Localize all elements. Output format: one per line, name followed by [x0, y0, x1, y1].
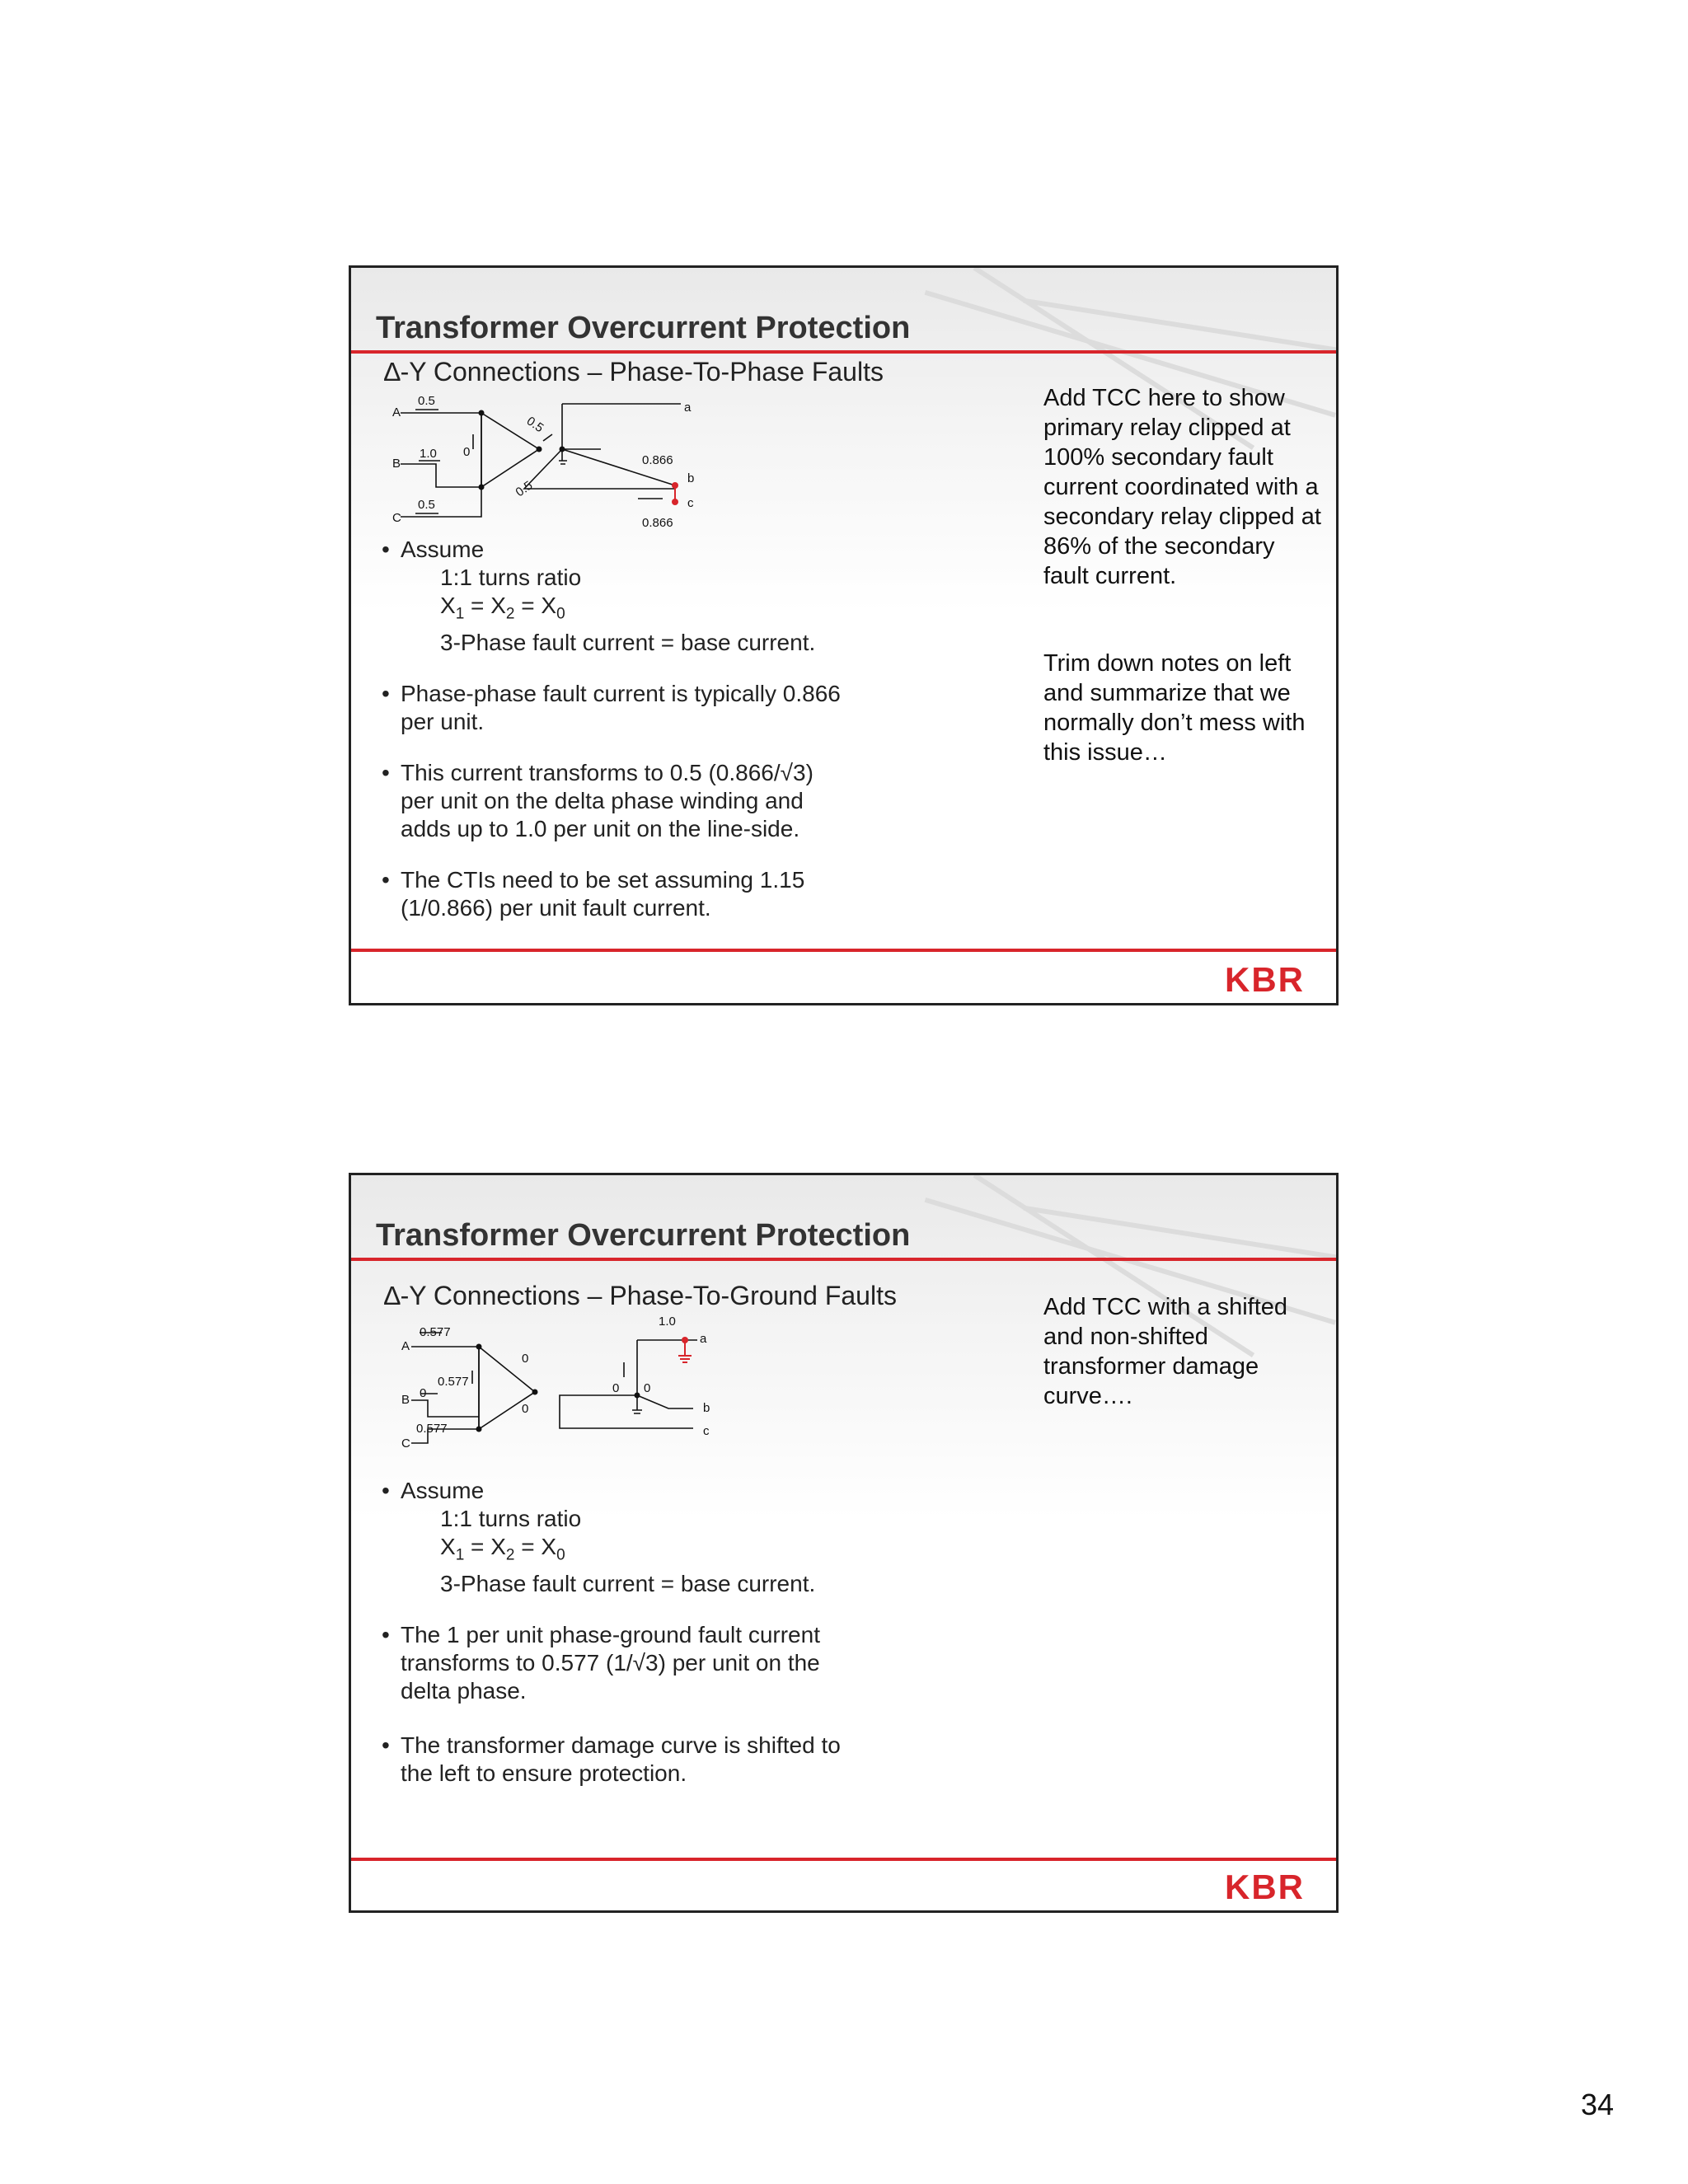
- slide-1: [349, 265, 1339, 1005]
- wye-current-a: 1.0: [659, 1315, 676, 1329]
- bullet-item: [380, 1732, 842, 1788]
- page-number: 34: [1581, 2088, 1615, 2121]
- current-C: 0.577: [416, 1422, 448, 1436]
- label-C: C: [392, 511, 401, 525]
- phase-phase-fault-diagram: [391, 391, 720, 532]
- label-A: A: [401, 1339, 410, 1353]
- footer-rule: [351, 949, 1336, 952]
- note-text: Add TCC here to show primary relay clipped at 100% secondary fault current coordinated with a secondary relay clipped at 86% of the secondary fault current.: [1043, 385, 1321, 589]
- phase-ground-fault-diagram: [396, 1311, 726, 1455]
- assume-item: 3-Phase fault current = base current.: [440, 629, 816, 655]
- assume-item: 3-Phase fault current = base current.: [440, 1570, 816, 1596]
- assume-item: 1:1 turns ratio: [440, 1506, 582, 1531]
- delta-current-left: 0.577: [438, 1375, 469, 1389]
- label-a: a: [700, 1332, 707, 1346]
- label-c: c: [703, 1424, 710, 1438]
- wye-current-b: 0.866: [642, 453, 673, 467]
- label-b: b: [703, 1401, 710, 1415]
- delta-current-bottom: 0: [522, 1402, 529, 1416]
- assume-item: 1:1 turns ratio: [440, 565, 582, 590]
- bullet-dot: •: [382, 1478, 390, 1503]
- bullet-dot: •: [382, 1732, 390, 1758]
- assume-label: Assume: [401, 1478, 485, 1503]
- title-rule: [351, 1258, 1336, 1261]
- bullet-text: The transformer damage curve is shifted to the left to ensure protection.: [401, 1732, 841, 1786]
- title-rule: [351, 350, 1336, 354]
- delta-current-left: 0: [463, 445, 471, 459]
- slide-title: Transformer Overcurrent Protection: [376, 311, 911, 345]
- kbr-logo: KBR: [1225, 1868, 1305, 1906]
- bullet-text: Phase-phase fault current is typically 0.866 per unit.: [401, 680, 841, 734]
- wye-current-c: 0.866: [642, 516, 673, 530]
- bullet-dot: •: [382, 680, 390, 706]
- speaker-notes: [1043, 383, 1324, 825]
- bullet-dot: •: [382, 866, 390, 893]
- delta-current-bottom: 0.5: [513, 478, 536, 500]
- assume-label: Assume: [401, 537, 485, 562]
- bullet-item: [380, 680, 842, 736]
- label-B: B: [392, 457, 401, 471]
- delta-current-top: 0: [522, 1352, 529, 1366]
- label-b: b: [687, 471, 695, 485]
- bullet-list: [380, 536, 842, 945]
- slide-title: Transformer Overcurrent Protection: [376, 1218, 911, 1253]
- impedance-equation: $X_1 = X_2 = X_0$: [440, 1534, 565, 1564]
- note-text: Add TCC with a shifted and non-shifted transformer damage curve….: [1043, 1294, 1288, 1409]
- slide-subtitle: ∆-Y Connections – Phase-To-Phase Faults: [384, 357, 884, 387]
- label-C: C: [401, 1436, 410, 1451]
- bullet-item: [380, 1621, 842, 1705]
- impedance-equation: $X_1 = X_2 = X_0$: [440, 593, 565, 623]
- speaker-notes: [1043, 1292, 1324, 1469]
- current-C: 0.5: [418, 498, 435, 512]
- footer-rule: [351, 1858, 1336, 1861]
- bullet-item: [380, 759, 842, 843]
- bullet-text: This current transforms to 0.5 (0.866/√3) per unit on the delta phase winding and adds up to 1.0 per unit on the line-side.: [401, 759, 814, 841]
- slide-2: [349, 1173, 1339, 1913]
- label-c: c: [687, 496, 694, 510]
- bullet-assume: [380, 536, 842, 657]
- label-A: A: [392, 405, 401, 419]
- current-B: 1.0: [420, 447, 437, 461]
- bullet-text: The 1 per unit phase-ground fault current transforms to 0.577 (1/√3) per unit on the delta phase.: [401, 1621, 820, 1704]
- delta-current-top: 0.5: [523, 414, 546, 436]
- label-B: B: [401, 1393, 410, 1407]
- bullet-item: [380, 866, 842, 922]
- note-text: Trim down notes on left and summarize that we normally don’t mess with this issue…: [1043, 650, 1306, 766]
- wye-neutral-current: 0: [612, 1381, 620, 1395]
- label-a: a: [684, 401, 692, 415]
- bullet-text: The CTIs need to be set assuming 1.15 (1/0.866) per unit fault current.: [401, 866, 805, 921]
- bullet-assume: [380, 1477, 842, 1598]
- slide-subtitle: ∆-Y Connections – Phase-To-Ground Faults: [384, 1281, 897, 1310]
- bullet-dot: •: [382, 759, 390, 785]
- kbr-logo: KBR: [1225, 960, 1305, 999]
- wye-neutral-current: 0: [644, 1381, 651, 1395]
- bullet-dot: •: [382, 537, 390, 562]
- bullet-dot: •: [382, 1621, 390, 1647]
- current-A: 0.5: [418, 394, 435, 408]
- current-B: 0: [420, 1386, 427, 1400]
- bullet-list: [380, 1477, 842, 1811]
- current-A: 0.577: [420, 1325, 451, 1339]
